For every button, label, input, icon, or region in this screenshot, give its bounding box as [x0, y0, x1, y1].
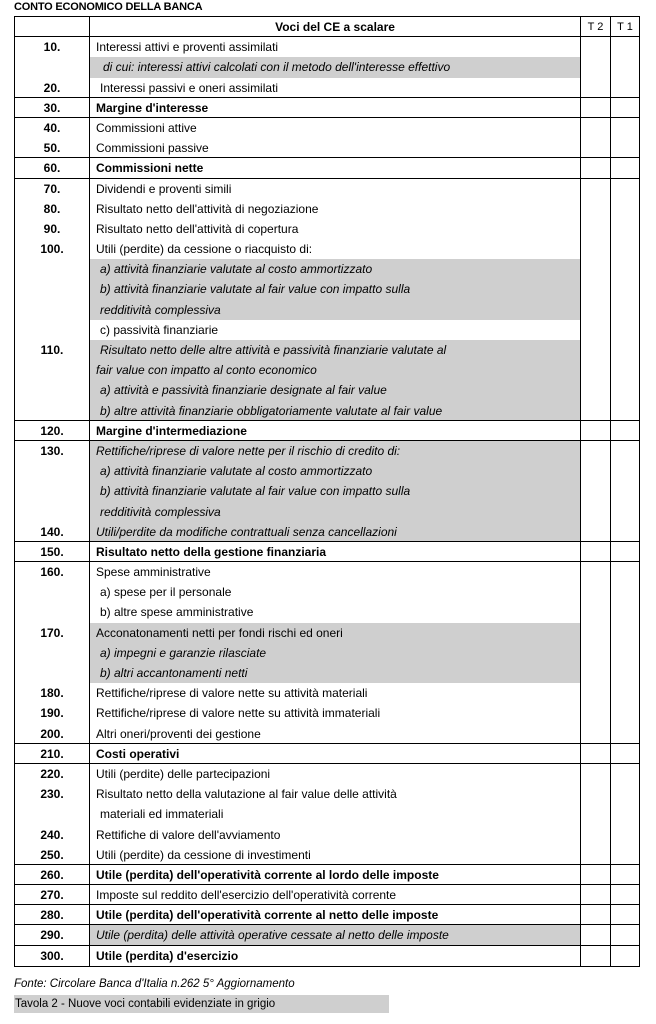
row-description: Utili (perdite) da cessione di investimenti [90, 845, 581, 864]
table-row [15, 340, 639, 360]
row-t2-value [581, 643, 611, 663]
row-t1-value [611, 37, 639, 57]
row-description: Interessi passivi e oneri assimilati [90, 78, 581, 97]
row-t2-value [581, 542, 611, 561]
row-number [15, 401, 90, 420]
row-t2-value [581, 300, 611, 320]
row-number: 190. [15, 703, 90, 723]
row-number: 100. [15, 239, 90, 259]
row-t2-value [581, 946, 611, 966]
row-t2-value [581, 522, 611, 541]
row-number: 120. [15, 421, 90, 440]
row-number: 130. [15, 441, 90, 461]
row-t1-value [611, 946, 639, 966]
row-description: Interessi attivi e proventi assimilati [90, 37, 581, 57]
table-row [15, 905, 639, 925]
row-t2-value [581, 57, 611, 77]
table-row [15, 784, 639, 804]
row-number: 10. [15, 37, 90, 57]
row-t2-value [581, 602, 611, 622]
row-description: Risultato netto della valutazione al fair value delle attività [90, 784, 581, 804]
row-t1-value [611, 421, 639, 440]
row-number [15, 360, 90, 380]
table-row [15, 925, 639, 945]
row-number: 20. [15, 78, 90, 97]
row-description: Dividendi e proventi simili [90, 179, 581, 199]
row-t2-value [581, 582, 611, 602]
row-description: Risultato netto dell'attività di copertura [90, 219, 581, 239]
row-description: Utile (perdita) d'esercizio [90, 946, 581, 966]
table-row [15, 602, 639, 622]
row-description: Risultato netto delle altre attività e passività finanziarie valutate al [90, 340, 581, 360]
row-t1-value [611, 764, 639, 784]
header-number-cell [15, 17, 90, 36]
row-t2-value [581, 239, 611, 259]
row-t2-value [581, 925, 611, 944]
table-row [15, 764, 639, 784]
row-description: Risultato netto della gestione finanziaria [90, 542, 581, 561]
row-number: 270. [15, 885, 90, 904]
table-row [15, 845, 639, 865]
table-row [15, 421, 639, 441]
row-t1-value [611, 78, 639, 97]
row-description: Utile (perdita) dell'operatività corrente al netto delle imposte [90, 905, 581, 924]
legend-note: Tavola 2 - Nuove voci contabili evidenziate in grigio [14, 995, 389, 1013]
row-t2-value [581, 663, 611, 683]
row-t2-value [581, 340, 611, 360]
row-t2-value [581, 905, 611, 924]
row-description: a) attività finanziarie valutate al costo ammortizzato [90, 461, 581, 481]
row-number [15, 57, 90, 77]
row-description: redditività complessiva [90, 502, 581, 522]
row-t2-value [581, 703, 611, 723]
header-t1: T 1 [617, 21, 633, 33]
row-t1-value [611, 199, 639, 219]
row-t2-value [581, 885, 611, 904]
row-t2-value [581, 865, 611, 884]
row-description: Costi operativi [90, 744, 581, 763]
row-t2-value [581, 320, 611, 340]
row-number: 30. [15, 98, 90, 117]
row-t1-value [611, 905, 639, 924]
row-t2-value [581, 138, 611, 157]
row-number [15, 481, 90, 501]
row-t1-value [611, 663, 639, 683]
row-description: Utili (perdite) delle partecipazioni [90, 764, 581, 784]
row-t2-value [581, 78, 611, 97]
row-number [15, 502, 90, 522]
header-t2: T 2 [581, 17, 611, 36]
row-t1-value [611, 219, 639, 239]
row-number: 290. [15, 925, 90, 944]
row-description: Utili/perdite da modifiche contrattuali senza cancellazioni [90, 522, 581, 541]
row-t2-value [581, 360, 611, 380]
row-t2-value [581, 380, 611, 400]
row-description: c) passività finanziarie [90, 320, 581, 340]
table-row [15, 98, 639, 118]
row-t1-value [611, 804, 639, 824]
table-row [15, 279, 639, 299]
row-number [15, 602, 90, 622]
row-t1-value [611, 703, 639, 723]
row-t1-value [611, 683, 639, 703]
table-row [15, 703, 639, 723]
row-t1-value [611, 481, 639, 501]
row-t1-value [611, 784, 639, 804]
row-number [15, 643, 90, 663]
table-row [15, 441, 639, 461]
row-number: 170. [15, 623, 90, 643]
table-row [15, 320, 639, 340]
table-row [15, 78, 639, 98]
row-number: 200. [15, 724, 90, 743]
table-row [15, 804, 639, 824]
row-t1-value [611, 845, 639, 864]
row-number: 230. [15, 784, 90, 804]
row-t1-value [611, 865, 639, 884]
table-row [15, 118, 639, 138]
table-row [15, 481, 639, 501]
row-description: b) attività finanziarie valutate al fair value con impatto sulla [90, 481, 581, 501]
row-t2-value [581, 37, 611, 57]
row-description: b) altre attività finanziarie obbligatoriamente valutate al fair value [90, 401, 581, 420]
row-number: 60. [15, 158, 90, 177]
row-t1-value [611, 925, 639, 944]
row-number: 40. [15, 118, 90, 138]
row-description: Utile (perdita) delle attività operative cessate al netto delle imposte [90, 925, 581, 944]
row-t2-value [581, 481, 611, 501]
row-description: Margine d'intermediazione [90, 421, 581, 440]
table-row [15, 502, 639, 522]
row-t1-value [611, 885, 639, 904]
row-t1-value [611, 340, 639, 360]
row-description: Risultato netto dell'attività di negoziazione [90, 199, 581, 219]
table-row [15, 158, 639, 178]
row-description: Rettifiche di valore dell'avviamento [90, 825, 581, 845]
row-t1-value [611, 744, 639, 763]
table-row [15, 663, 639, 683]
row-t2-value [581, 804, 611, 824]
row-t1-value [611, 502, 639, 522]
row-number: 220. [15, 764, 90, 784]
row-t2-value [581, 441, 611, 461]
row-t2-value [581, 219, 611, 239]
table-row [15, 380, 639, 400]
row-description: Utile (perdita) dell'operatività corrente al lordo delle imposte [90, 865, 581, 884]
row-description: a) attività finanziarie valutate al costo ammortizzato [90, 259, 581, 279]
row-t2-value [581, 98, 611, 117]
row-description: a) spese per il personale [90, 582, 581, 602]
row-number: 180. [15, 683, 90, 703]
table-row [15, 683, 639, 703]
table-row [15, 885, 639, 905]
row-t1-value [611, 300, 639, 320]
row-description: Margine d'interesse [90, 98, 581, 117]
row-t1-value [611, 380, 639, 400]
row-description: Spese amministrative [90, 562, 581, 582]
row-number: 160. [15, 562, 90, 582]
row-description: di cui: interessi attivi calcolati con il metodo dell'interesse effettivo [90, 57, 581, 77]
row-t2-value [581, 279, 611, 299]
table-row [15, 360, 639, 380]
row-t1-value [611, 562, 639, 582]
row-t2-value [581, 724, 611, 743]
row-number: 260. [15, 865, 90, 884]
row-description: materiali ed immateriali [90, 804, 581, 824]
row-t2-value [581, 461, 611, 481]
row-t1-value [611, 138, 639, 157]
row-description: Imposte sul reddito dell'esercizio dell'operatività corrente [90, 885, 581, 904]
table-row [15, 199, 639, 219]
table-row [15, 643, 639, 663]
row-t1-value [611, 825, 639, 845]
row-t2-value [581, 784, 611, 804]
row-t2-value [581, 845, 611, 864]
row-t1-value [611, 623, 639, 643]
table-row [15, 724, 639, 744]
table-row [15, 401, 639, 421]
row-description: a) attività e passività finanziarie designate al fair value [90, 380, 581, 400]
row-t1-value [611, 118, 639, 138]
row-description: redditività complessiva [90, 300, 581, 320]
row-number [15, 663, 90, 683]
row-description: Utili (perdite) da cessione o riacquisto di: [90, 239, 581, 259]
table-row [15, 259, 639, 279]
table-row [15, 562, 639, 582]
row-number: 150. [15, 542, 90, 561]
row-description: fair value con impatto al conto economico [90, 360, 581, 380]
row-t2-value [581, 764, 611, 784]
row-number: 210. [15, 744, 90, 763]
income-statement-table [14, 16, 640, 967]
row-t1-value [611, 239, 639, 259]
table-row [15, 542, 639, 562]
row-number [15, 461, 90, 481]
table-row [15, 219, 639, 239]
table-row [15, 138, 639, 158]
row-t1-value [611, 320, 639, 340]
row-number: 240. [15, 825, 90, 845]
row-description: a) impegni e garanzie rilasciate [90, 643, 581, 663]
row-description: Commissioni nette [90, 158, 581, 177]
row-t1-value [611, 582, 639, 602]
source-note: Fonte: Circolare Banca d'Italia n.262 5° Aggiornamento [14, 978, 295, 990]
row-t2-value [581, 683, 611, 703]
table-row [15, 461, 639, 481]
row-t1-value [611, 279, 639, 299]
row-t1-value [611, 542, 639, 561]
row-t1-value [611, 360, 639, 380]
row-description: Altri oneri/proventi dei gestione [90, 724, 581, 743]
row-t2-value [581, 199, 611, 219]
row-t2-value [581, 118, 611, 138]
row-t2-value [581, 562, 611, 582]
row-description: Rettifiche/riprese di valore nette per il rischio di credito di: [90, 441, 581, 461]
row-t1-value [611, 179, 639, 199]
table-row [15, 300, 639, 320]
row-number [15, 279, 90, 299]
row-t2-value [581, 259, 611, 279]
row-number: 80. [15, 199, 90, 219]
row-number [15, 300, 90, 320]
table-body [15, 37, 639, 966]
row-t2-value [581, 502, 611, 522]
row-description: b) altre spese amministrative [90, 602, 581, 622]
row-description: Commissioni passive [90, 138, 581, 157]
row-number: 110. [15, 340, 90, 360]
row-number: 90. [15, 219, 90, 239]
row-number [15, 582, 90, 602]
row-t2-value [581, 623, 611, 643]
row-number [15, 259, 90, 279]
row-t2-value [581, 421, 611, 440]
row-number: 300. [15, 946, 90, 966]
row-t2-value [581, 158, 611, 177]
row-t2-value [581, 744, 611, 763]
table-row [15, 179, 639, 199]
row-t2-value [581, 401, 611, 420]
table-row [15, 522, 639, 542]
row-number [15, 804, 90, 824]
row-t1-value [611, 401, 639, 420]
table-row [15, 57, 639, 77]
row-t1-value [611, 259, 639, 279]
table-row [15, 865, 639, 885]
row-number: 70. [15, 179, 90, 199]
table-row [15, 946, 639, 966]
row-t1-value [611, 441, 639, 461]
row-t2-value [581, 825, 611, 845]
row-t1-value [611, 158, 639, 177]
table-row [15, 239, 639, 259]
row-number: 50. [15, 138, 90, 157]
row-number: 280. [15, 905, 90, 924]
row-description: Rettifiche/riprese di valore nette su attività immateriali [90, 703, 581, 723]
table-row [15, 825, 639, 845]
table-header [15, 17, 639, 37]
table-row [15, 37, 639, 57]
table-row [15, 623, 639, 643]
table-row [15, 744, 639, 764]
row-number: 140. [15, 522, 90, 541]
row-t1-value [611, 602, 639, 622]
row-description: b) altri accantonamenti netti [90, 663, 581, 683]
row-number [15, 320, 90, 340]
row-t2-value [581, 179, 611, 199]
row-number [15, 380, 90, 400]
row-t1-value [611, 724, 639, 743]
row-t1-value [611, 643, 639, 663]
row-t1-value [611, 57, 639, 77]
document-title: CONTO ECONOMICO DELLA BANCA [14, 1, 203, 13]
row-t1-value [611, 522, 639, 541]
table-row [15, 582, 639, 602]
row-description: Rettifiche/riprese di valore nette su attività materiali [90, 683, 581, 703]
header-description: Voci del CE a scalare [90, 17, 581, 36]
row-number: 250. [15, 845, 90, 864]
row-t1-value [611, 98, 639, 117]
row-description: Acconatonamenti netti per fondi rischi ed oneri [90, 623, 581, 643]
row-description: b) attività finanziarie valutate al fair value con impatto sulla [90, 279, 581, 299]
row-description: Commissioni attive [90, 118, 581, 138]
row-t1-value [611, 461, 639, 481]
